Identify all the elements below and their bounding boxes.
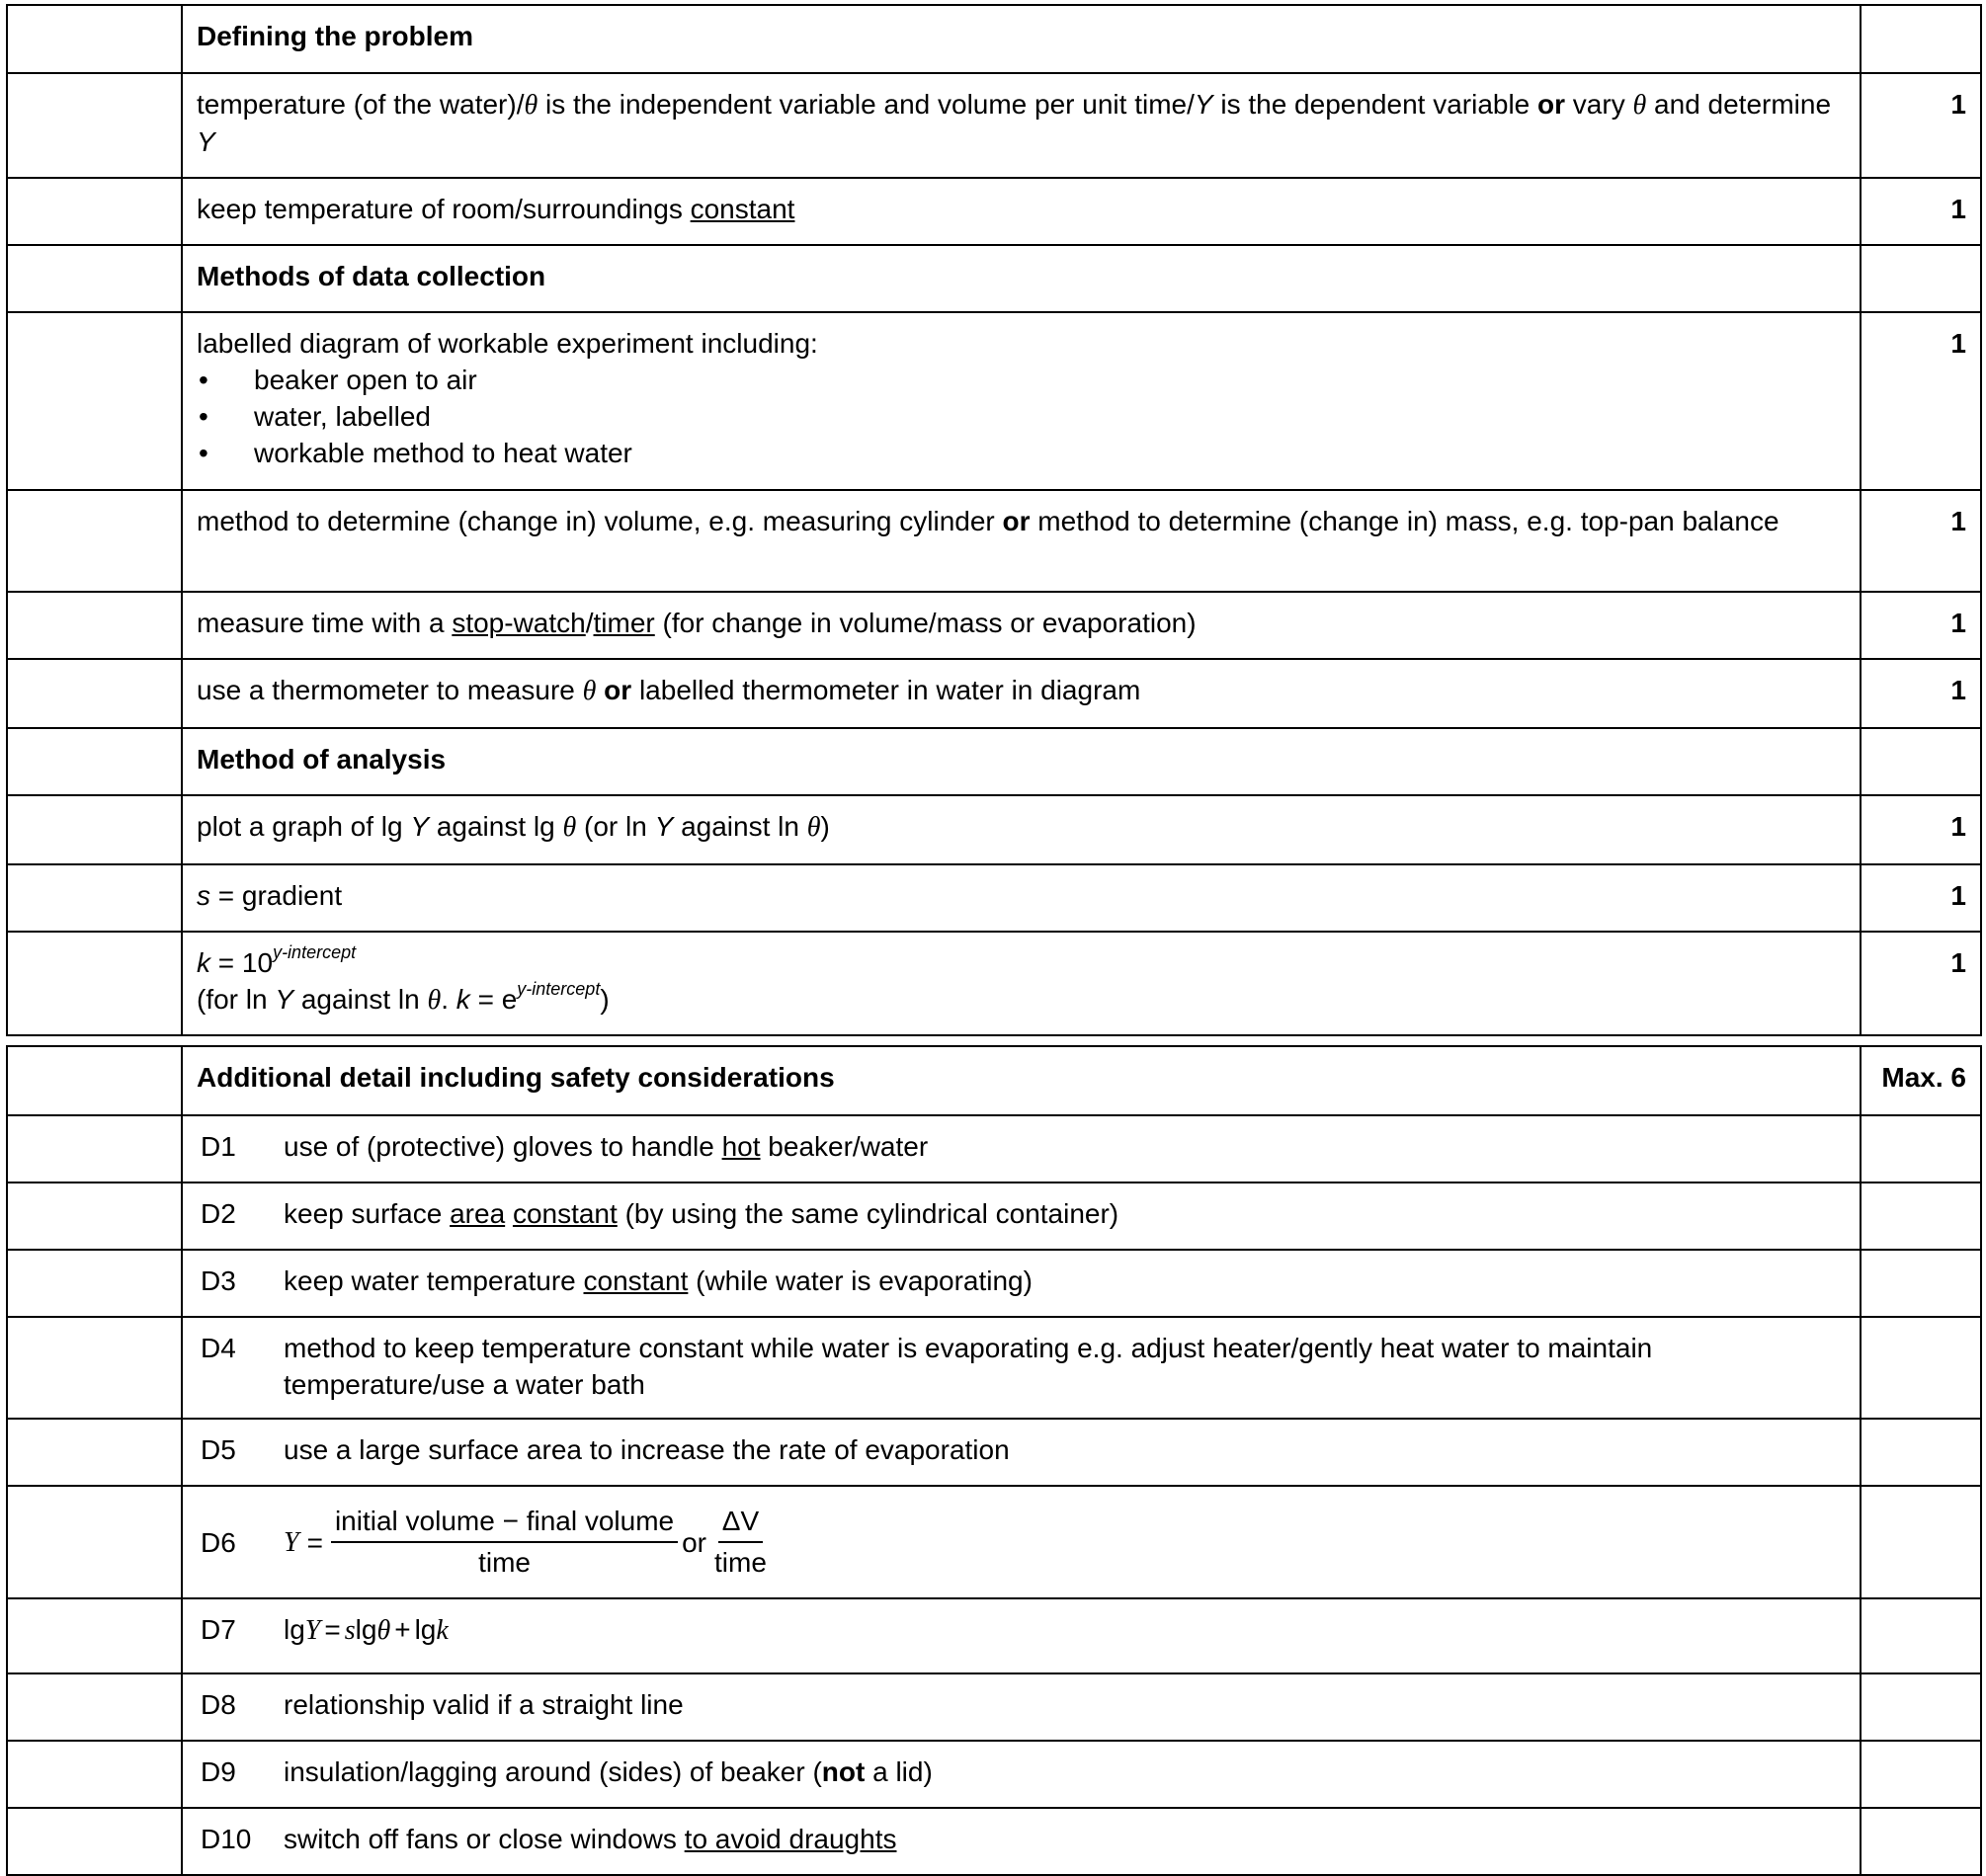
question-cell (7, 659, 182, 728)
question-cell (7, 1115, 182, 1183)
question-cell (7, 1250, 182, 1317)
underlined-text: stop-watch (452, 608, 586, 638)
mark-value: 1 (1861, 932, 1981, 1035)
row-intercept (7, 932, 1981, 1035)
detail-code: D2 (201, 1198, 236, 1229)
row-d8 (7, 1673, 1981, 1741)
mark-cell (1861, 1250, 1981, 1317)
detail-d3 (182, 1250, 1861, 1317)
detail-code: D7 (201, 1614, 236, 1645)
detail-text (284, 1263, 1846, 1299)
question-cell (7, 1598, 182, 1673)
bold-text: not (821, 1756, 866, 1787)
detail-text: use a large surface area to increase the rate of evaporation (284, 1434, 1010, 1465)
detail-text (284, 1754, 1846, 1790)
detail-d9 (182, 1741, 1861, 1808)
text: lg (284, 1614, 305, 1645)
fraction-numerator: initial volume − final volume (331, 1506, 678, 1543)
text: measure time with a (197, 608, 453, 638)
diagram-intro: labelled diagram of workable experiment including: (197, 328, 818, 359)
detail-code: D6 (201, 1526, 236, 1558)
text: (for change in volume/mass or evaporation) (654, 608, 1197, 638)
text: against lg (429, 811, 563, 842)
bullet-item: • water, labelled (197, 398, 1846, 435)
detail-code: D4 (201, 1333, 236, 1363)
plus-sign: + (394, 1614, 411, 1645)
mark-cell (1861, 5, 1981, 73)
or-keyword: or (596, 675, 632, 705)
text: is the dependent variable (1212, 89, 1538, 120)
detail-code: D3 (201, 1265, 236, 1296)
mark-value: 1 (1861, 795, 1981, 864)
text: use of (protective) gloves to handle (284, 1131, 722, 1162)
text: method to determine (change in) volume, e.g. measuring cylinder (197, 506, 1003, 536)
text: against ln (673, 811, 807, 842)
mark-cell (1861, 1741, 1981, 1808)
text: = gradient (210, 880, 343, 911)
question-cell (7, 245, 182, 312)
answer-intercept (182, 932, 1861, 1035)
k-symbol: k (436, 1615, 449, 1646)
or-word: or (682, 1526, 707, 1558)
mark-value: 1 (1861, 864, 1981, 932)
row-d6 (7, 1486, 1981, 1598)
intercept-line-1 (197, 941, 1846, 981)
answer-thermometer (182, 659, 1861, 728)
text: temperature (of the water)/ (197, 89, 525, 120)
text: ) (600, 984, 610, 1015)
mark-value: 1 (1861, 178, 1981, 245)
y-symbol: Y (654, 811, 674, 842)
row-d7 (7, 1598, 1981, 1673)
equals-sign: = (324, 1614, 341, 1645)
theta-symbol: θ (582, 676, 597, 706)
text: keep water temperature (284, 1265, 584, 1296)
theta-symbol: θ (562, 812, 577, 843)
answer-gradient (182, 864, 1861, 932)
text: (while water is evaporating) (688, 1265, 1033, 1296)
theta-symbol: θ (1632, 90, 1647, 121)
underlined-text: constant (583, 1265, 689, 1296)
y-symbol: Y (284, 1526, 299, 1558)
superscript: y-intercept (273, 941, 357, 962)
question-cell (7, 5, 182, 73)
row-d3 (7, 1250, 1981, 1317)
text: vary (1565, 89, 1633, 120)
question-cell (7, 864, 182, 932)
detail-d10 (182, 1808, 1861, 1875)
question-cell (7, 728, 182, 795)
s-symbol: s (344, 1615, 356, 1646)
question-cell (7, 73, 182, 178)
section-header-analysis (7, 728, 1981, 795)
row-d9 (7, 1741, 1981, 1808)
detail-text (284, 1821, 1846, 1857)
text: . (441, 984, 456, 1015)
text: insulation/lagging around (sides) of beaker ( (284, 1756, 822, 1787)
row-thermometer (7, 659, 1981, 728)
fraction-denominator: time (478, 1547, 531, 1578)
y-symbol: Y (1194, 89, 1213, 120)
detail-d4 (182, 1317, 1861, 1419)
question-cell (7, 592, 182, 659)
section-header-additional (7, 1046, 1981, 1115)
detail-d5 (182, 1419, 1861, 1486)
question-cell (7, 1317, 182, 1419)
mark-cell (1861, 1598, 1981, 1673)
mark-scheme-table-1 (6, 4, 1982, 1036)
mark-cell (1861, 1317, 1981, 1419)
formula-rate (284, 1506, 775, 1579)
row-d5 (7, 1419, 1981, 1486)
underlined-text: hot (721, 1131, 761, 1162)
text: = e (469, 984, 518, 1015)
diagram-bullet-list (197, 362, 1846, 471)
detail-d6 (182, 1486, 1861, 1598)
row-gradient (7, 864, 1981, 932)
detail-code: D10 (201, 1824, 252, 1854)
formula-log (284, 1611, 1846, 1649)
row-d4 (7, 1317, 1981, 1419)
detail-d7 (182, 1598, 1861, 1673)
underlined-text: to avoid draughts (684, 1824, 897, 1854)
mark-value: 1 (1861, 490, 1981, 592)
underlined-text: constant (690, 194, 795, 224)
equals-sign: = (306, 1526, 323, 1558)
section-header-defining (7, 5, 1981, 73)
answer-variables (182, 73, 1861, 178)
row-time (7, 592, 1981, 659)
detail-d2 (182, 1183, 1861, 1250)
text: plot a graph of lg (197, 811, 411, 842)
mark-cell (1861, 245, 1981, 312)
mark-cell (1861, 1183, 1981, 1250)
k-symbol: k (197, 947, 210, 978)
superscript: y-intercept (517, 978, 601, 999)
text: / (585, 608, 594, 638)
question-cell (7, 1486, 182, 1598)
detail-code: D1 (201, 1131, 236, 1162)
mark-cell (1861, 1673, 1981, 1741)
question-cell (7, 312, 182, 490)
mark-value: 1 (1861, 592, 1981, 659)
mark-cell (1861, 1419, 1981, 1486)
detail-text: method to keep temperature constant while water is evaporating e.g. adjust heater/gently heat water to maintain temperature/use a water bath (284, 1333, 1653, 1400)
question-cell (7, 1673, 182, 1741)
text (505, 1198, 513, 1229)
text: beaker/water (760, 1131, 929, 1162)
theta-symbol: θ (427, 985, 442, 1016)
detail-text: relationship valid if a straight line (284, 1689, 684, 1720)
question-cell (7, 490, 182, 592)
mark-value: 1 (1861, 659, 1981, 728)
underlined-text: constant (512, 1198, 618, 1229)
section-title-analysis: Method of analysis (182, 728, 1861, 795)
question-cell (7, 1419, 182, 1486)
mark-cell (1861, 728, 1981, 795)
mark-cell (1861, 1486, 1981, 1598)
section-header-methods (7, 245, 1981, 312)
answer-graph (182, 795, 1861, 864)
mark-scheme-table-2 (6, 1045, 1982, 1876)
row-d10 (7, 1808, 1981, 1875)
detail-d8 (182, 1673, 1861, 1741)
text: is the independent variable and volume per unit time/ (538, 89, 1195, 120)
theta-symbol: θ (806, 812, 821, 843)
y-symbol: Y (304, 1615, 321, 1646)
question-cell (7, 1046, 182, 1115)
underlined-text: timer (593, 608, 655, 638)
row-graph (7, 795, 1981, 864)
row-d1 (7, 1115, 1981, 1183)
text: (or ln (576, 811, 655, 842)
text: keep surface (284, 1198, 451, 1229)
mark-cell (1861, 1115, 1981, 1183)
mark-value: 1 (1861, 73, 1981, 178)
bullet-item: • beaker open to air (197, 362, 1846, 398)
detail-code: D9 (201, 1756, 236, 1787)
question-cell (7, 795, 182, 864)
text: method to determine (change in) mass, e.g. top-pan balance (1030, 506, 1779, 536)
bullet-item: • workable method to heat water (197, 435, 1846, 471)
answer-room (182, 178, 1861, 245)
detail-text (284, 1128, 1846, 1165)
detail-code: D5 (201, 1434, 236, 1465)
text: ) (820, 811, 830, 842)
row-room-temperature (7, 178, 1981, 245)
text: keep temperature of room/surroundings (197, 194, 691, 224)
theta-symbol: θ (376, 1615, 391, 1646)
answer-time (182, 592, 1861, 659)
text: = 10 (210, 947, 274, 978)
max-mark: Max. 6 (1861, 1046, 1981, 1115)
row-volume (7, 490, 1981, 592)
answer-volume (182, 490, 1861, 592)
text: (by using the same cylindrical container) (617, 1198, 1119, 1229)
text: a lid) (865, 1756, 933, 1787)
question-cell (7, 932, 182, 1035)
row-d2 (7, 1183, 1981, 1250)
mark-value: 1 (1861, 312, 1981, 490)
y-symbol: Y (275, 984, 294, 1015)
text: use a thermometer to measure (197, 675, 583, 705)
text: (for ln (197, 984, 276, 1015)
fraction (710, 1506, 771, 1579)
answer-diagram (182, 312, 1861, 490)
y-symbol: Y (410, 811, 430, 842)
question-cell (7, 1183, 182, 1250)
or-keyword: or (1537, 89, 1566, 120)
question-cell (7, 1808, 182, 1875)
text: against ln (293, 984, 428, 1015)
theta-symbol: θ (524, 90, 538, 121)
section-title-additional: Additional detail including safety considerations (182, 1046, 1861, 1115)
detail-d1 (182, 1115, 1861, 1183)
fraction-numerator: ΔV (718, 1506, 763, 1543)
text: lg (414, 1614, 437, 1645)
detail-code: D8 (201, 1689, 236, 1720)
text: switch off fans or close windows (284, 1824, 685, 1854)
text: and determine (1646, 89, 1832, 120)
or-keyword: or (1002, 506, 1031, 536)
fraction (331, 1506, 678, 1579)
fraction-denominator: time (714, 1547, 767, 1578)
y-symbol: Y (197, 126, 215, 157)
text: labelled thermometer in water in diagram (631, 675, 1141, 705)
s-symbol: s (197, 880, 210, 911)
mark-cell (1861, 1808, 1981, 1875)
question-cell (7, 1741, 182, 1808)
intercept-line-2 (197, 978, 1846, 1019)
underlined-text: area (450, 1198, 506, 1229)
section-title-defining: Defining the problem (182, 5, 1861, 73)
detail-text (284, 1195, 1846, 1232)
row-diagram (7, 312, 1981, 490)
k-symbol: k (455, 984, 470, 1015)
text: lg (355, 1614, 377, 1645)
question-cell (7, 178, 182, 245)
row-variables (7, 73, 1981, 178)
section-title-methods: Methods of data collection (182, 245, 1861, 312)
